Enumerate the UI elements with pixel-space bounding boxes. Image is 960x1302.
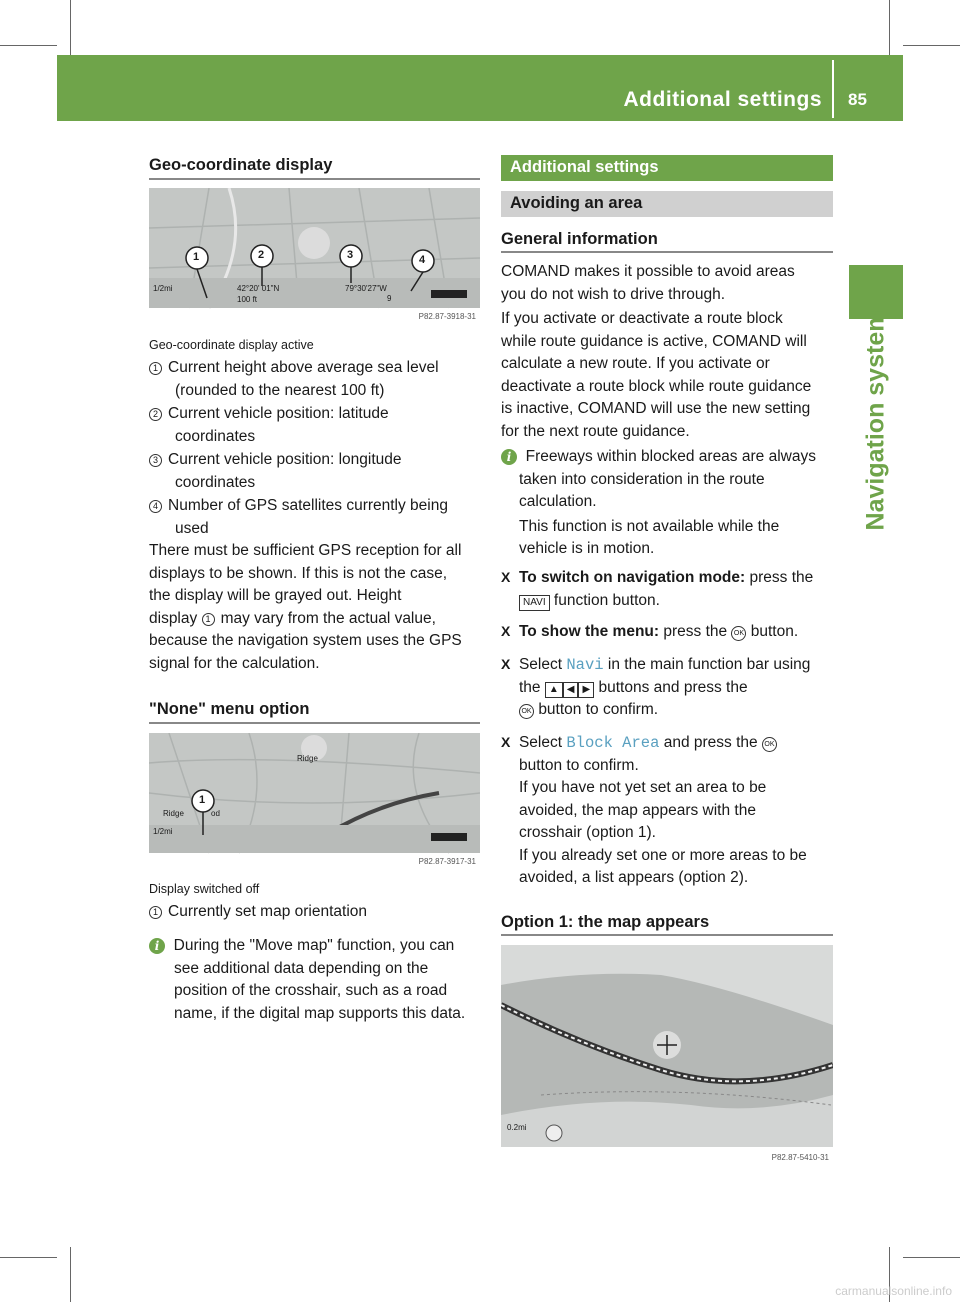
none-info-note <box>149 935 484 1025</box>
text-line: avoided, a list appears (option 2). <box>519 869 749 886</box>
list-item: 3 Current vehicle position: longitude <box>149 449 484 472</box>
navi-key-icon: NAVI <box>519 595 550 611</box>
step-show-menu <box>501 620 841 644</box>
step-marker: X <box>501 656 511 672</box>
site-watermark: carmanualsonline.info <box>835 1284 952 1298</box>
text-line: avoided, the map appears with the <box>519 801 756 819</box>
text-line: OK button to confirm. <box>501 699 841 722</box>
text-line: COMAND makes it possible to avoid areas <box>501 263 795 280</box>
step-marker: X <box>501 569 511 585</box>
figure-ref: P82.87-5410-31 <box>771 1153 829 1162</box>
text-line: There must be sufficient GPS reception for all <box>149 542 462 559</box>
list-item: 4 Number of GPS satellites currently being <box>149 495 484 518</box>
text-line: If you activate or deactivate a route block <box>501 310 783 327</box>
text-line: vehicle is in motion. <box>519 540 655 557</box>
info-icon: i <box>501 449 517 465</box>
text-line: name, if the digital map supports this data. <box>174 1004 466 1022</box>
satellite-count: 9 <box>387 294 392 303</box>
list-item: 1 Current height above average sea level <box>149 357 484 380</box>
map-scale: 0.2mi <box>507 1123 527 1132</box>
text-line: while route guidance is active, COMAND will <box>501 332 807 350</box>
text-line: see additional data depending on the <box>174 959 429 977</box>
text-line: X To switch on navigation mode: press the <box>501 569 814 586</box>
left-key-icon: ◀ <box>563 682 579 698</box>
heading-rule <box>501 251 833 253</box>
text-line: taken into consideration in the route <box>519 470 765 488</box>
text-line: i Freeways within blocked areas are always <box>501 446 841 469</box>
section-heading-general: General information <box>501 230 658 248</box>
heading-rule <box>149 178 480 180</box>
list-item-cont: coordinates <box>175 427 256 445</box>
callout-4: 4 <box>419 254 426 266</box>
callout-3: 3 <box>347 249 354 261</box>
longitude-readout: 79°30'27"W <box>345 284 387 293</box>
text-line: calculate a new route. If you activate or <box>501 355 770 372</box>
list-item-cont: coordinates <box>175 473 256 491</box>
map-scale: 1/2mi <box>153 827 173 836</box>
figure-caption: Geo-coordinate display active <box>149 338 314 352</box>
text-line: the display will be grayed out. Height <box>149 587 402 604</box>
step-select-navi <box>501 653 841 722</box>
figure-ref: P82.87-3918-31 <box>418 312 476 321</box>
callout-2: 2 <box>258 249 265 261</box>
section-heading-none: "None" menu option <box>149 700 310 718</box>
section-bar-additional-settings: Additional settings <box>501 155 833 181</box>
ok-button-icon: OK <box>519 704 534 719</box>
callout-1: 1 <box>193 251 200 263</box>
text-line: because the navigation system uses the GPS <box>149 632 462 649</box>
crop-mark <box>0 45 57 46</box>
text-line: signal for the calculation. <box>149 654 320 672</box>
text-line: calculation. <box>519 493 597 510</box>
general-text-2 <box>501 308 841 443</box>
text-line: This function is not available while the <box>519 517 780 535</box>
general-info-note <box>501 446 841 561</box>
map-label: od <box>211 809 220 818</box>
text-line: displays to be shown. If this is not the case, <box>149 564 448 582</box>
text-line: X Select Block Area and press the OK <box>501 731 841 755</box>
right-key-icon: ▶ <box>578 682 594 698</box>
map-label: Ridge <box>297 754 318 763</box>
heading-rule <box>149 722 480 724</box>
text-line: X Select Navi in the main function bar using <box>501 656 811 674</box>
text-line: NAVI function button. <box>501 590 841 613</box>
general-text-1 <box>501 261 841 306</box>
figure-ref: P82.87-3917-31 <box>418 857 476 866</box>
page-number: 85 <box>848 90 867 109</box>
text-line: If you have not yet set an area to be <box>519 779 767 796</box>
crop-mark <box>903 45 960 46</box>
info-icon: i <box>149 938 165 954</box>
text-line: the ▲ ◀ ▶ buttons and press the <box>519 678 748 696</box>
none-map-figure <box>149 733 480 869</box>
map-image <box>501 945 833 1147</box>
text-line: deactivate a route block while route guidance <box>501 377 812 395</box>
list-item-cont: used <box>175 519 209 537</box>
text-line: you do not wish to drive through. <box>501 285 726 303</box>
crop-mark <box>0 1257 57 1258</box>
step-marker: X <box>501 734 511 750</box>
side-tab-label: Navigation system <box>861 309 890 531</box>
text-line: X To show the menu: press the OK button. <box>501 623 799 640</box>
list-item: 2 Current vehicle position: latitude <box>149 403 484 426</box>
geo-map-figure <box>149 188 480 324</box>
header-title: Additional settings <box>623 88 822 111</box>
step-marker: X <box>501 623 511 639</box>
text-line: position of the crosshair, such as a road <box>174 982 448 999</box>
up-key-icon: ▲ <box>545 682 563 698</box>
none-item: 1 Currently set map orientation <box>149 901 484 924</box>
step-select-block-area <box>501 731 841 890</box>
geo-item-list <box>149 357 484 540</box>
list-item-cont: (rounded to the nearest 100 ft) <box>175 381 385 399</box>
section-heading-geo: Geo-coordinate display <box>149 156 333 174</box>
figure-caption: Display switched off <box>149 882 260 896</box>
latitude-readout: 42°20' 01"N <box>237 284 280 293</box>
text-line: crosshair (option 1). <box>519 824 656 841</box>
text-line: display 1 may vary from the actual value, <box>149 609 436 627</box>
crop-mark <box>70 0 71 55</box>
map-scale: 1/2mi <box>153 284 173 293</box>
text-line: If you already set one or more areas to be <box>519 846 807 864</box>
heading-rule <box>501 934 833 936</box>
header-separator <box>832 60 834 118</box>
section-bar-avoiding-area: Avoiding an area <box>501 191 833 217</box>
text-line: i During the "Move map" function, you can <box>149 935 484 958</box>
geo-body-text <box>149 540 484 675</box>
text-line: button to confirm. <box>519 756 639 774</box>
section-heading-option1: Option 1: the map appears <box>501 913 710 931</box>
text-line: for the next route guidance. <box>501 422 690 440</box>
ok-button-icon: OK <box>731 626 746 641</box>
height-readout: 100 ft <box>237 295 258 304</box>
step-switch-navigation <box>501 566 841 612</box>
text-line: is inactive, COMAND will use the new setting <box>501 400 811 417</box>
callout-1: 1 <box>199 794 206 806</box>
option1-map-figure <box>501 945 833 1165</box>
crop-mark <box>70 1247 71 1302</box>
map-label: Ridge <box>163 809 184 818</box>
crop-mark <box>903 1257 960 1258</box>
crop-mark <box>889 0 890 55</box>
ok-button-icon: OK <box>762 737 777 752</box>
